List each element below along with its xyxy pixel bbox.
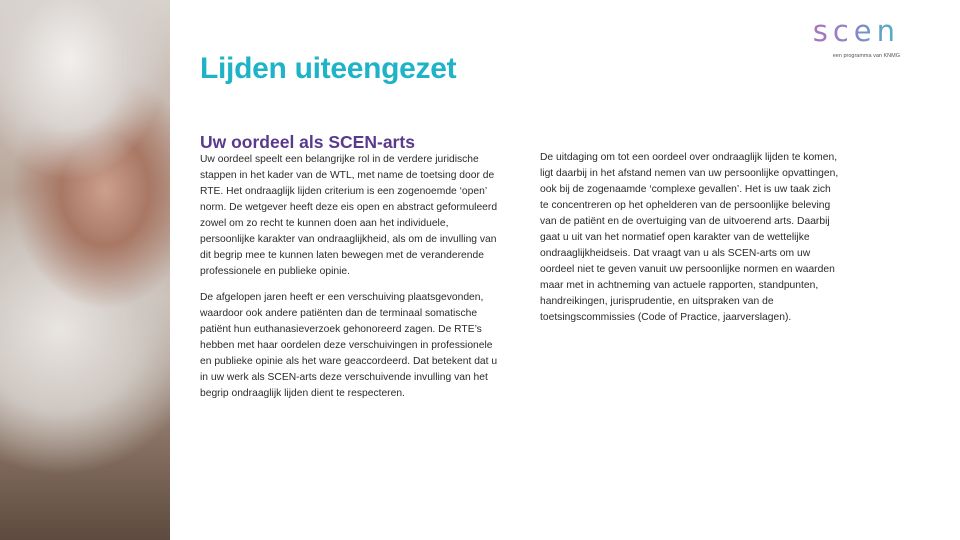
logo-wordmark: scen (808, 14, 900, 48)
section-heading: Uw oordeel als SCEN-arts (200, 132, 415, 152)
right-paragraph-1: De uitdaging om tot een oordeel over ondraaglijk lijden te komen, ligt daarbij in het afstand nemen van uw persoonlijke opvattingen, ook bij de zogenaamde ‘complexe gevallen’. Het is uw taak zich te concentreren op het ophelderen van de persoonlijke beleving van de patiënt en de overtuiging van de uitvoerend arts. Daarbij gaat u uit van het normatief open karakter van de wettelijke ondraaglijkheidseis. Dat vraagt van u als SCEN-arts om uw oordeel niet te geven vanuit uw persoonlijke normen en waarden maar met in achtneming van actuele rapporten, standpunten, handreikingen, jurisprudentie, en uitspraken van de toetsingscommissies (Code of Practice, jaarverslagen). (540, 152, 839, 323)
patient-photo (0, 0, 170, 540)
left-paragraph-2: De afgelopen jaren heeft er een verschuiving plaatsgevonden, waardoor ook andere patiënten dan de terminaal somatische patiënt hun euthanasieverzoek gehonoreerd zagen. De RTE’s hebben met haar oordelen deze verschuivingen in professionele en publieke opinie als het ware geaccordeerd. Dat betekent dat u in uw werk als SCEN-arts deze verschuivende invulling van het begrip ondraaglijk lijden dient te respecteren. (200, 292, 498, 399)
right-text-column (540, 150, 840, 336)
left-text-column (200, 152, 500, 412)
scen-logo (808, 14, 900, 59)
logo-subtitle: een programma van KNMG (832, 53, 900, 59)
page-title: Lijden uiteengezet (200, 52, 457, 85)
left-paragraph-1: Uw oordeel speelt een belangrijke rol in de verdere juridische stappen in het kader van de WTL, met name de toetsing door de RTE. Het ondraaglijk lijden criterium is een zogenoemde ‘open’ norm. De wetgever heeft deze eis open en abstract geformuleerd zowel om zo recht te kunnen doen aan het individuele, persoonlijke karakter van ondraaglijkheid, als om de invulling van dit begrip mee te kunnen laten bewegen met de veranderende professionele en publieke opinie. (200, 154, 498, 277)
